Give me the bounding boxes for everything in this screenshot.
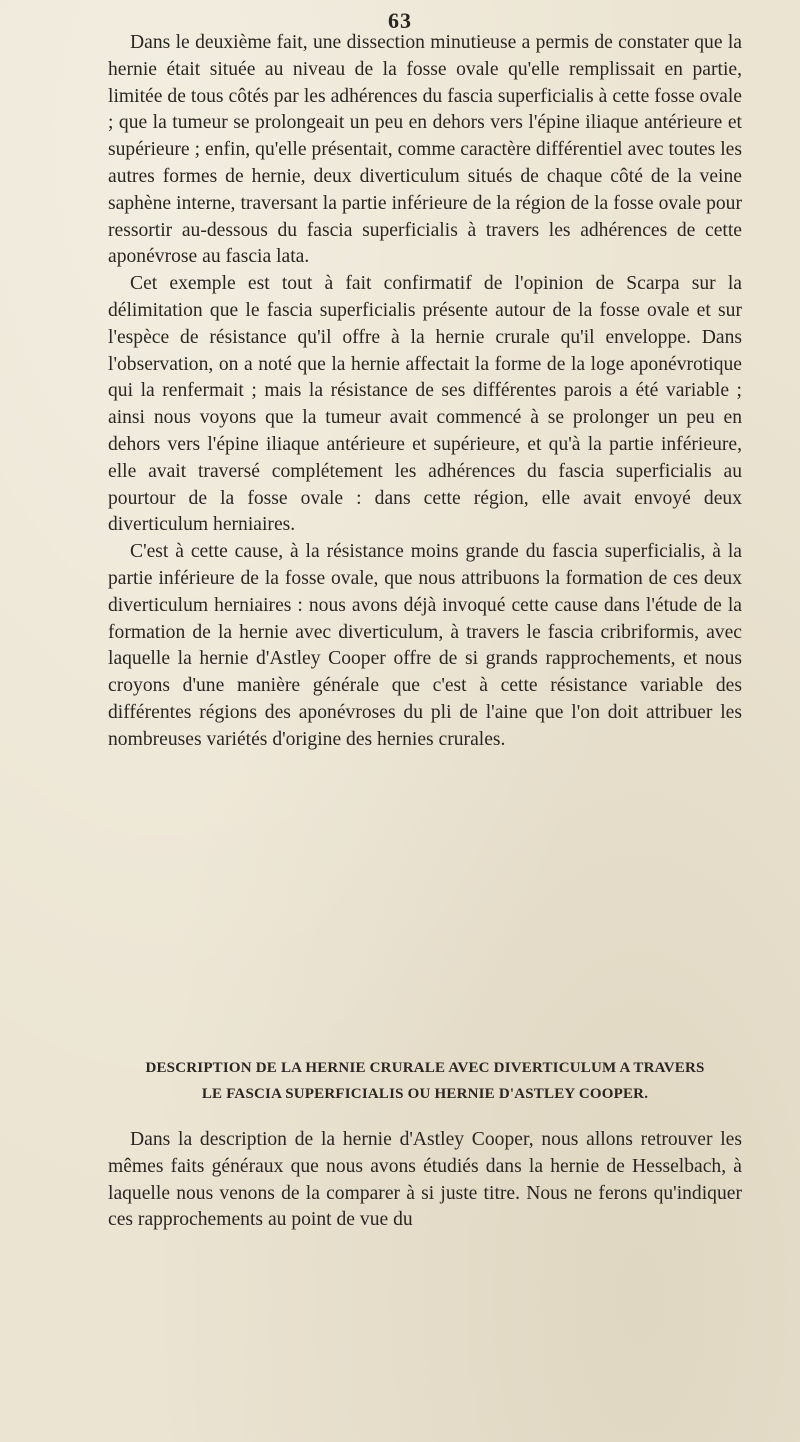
section-heading-line-1: DESCRIPTION DE LA HERNIE CRURALE AVEC DIVERTICULUM A TRAVERS [145,1060,705,1076]
body-text [108,30,742,754]
paragraph-scarpa: Cet exemple est tout à fait confirmatif de l'opinion de Scarpa sur la délimitation que le fascia superficialis présente autour de la fosse ovale et sur l'espèce de résistance qu'il offre à la hernie crurale qu'il enveloppe. Dans l'observation, on a noté que la hernie affectait la forme de la loge aponévrotique qui la renfermait ; mais la résistance de ses différentes parois a été variable ; ainsi nous voyons que la tumeur avait commencé à se prolonger un peu en dehors vers l'épine iliaque antérieure et supérieure, et qu'à la partie inférieure, elle avait traversé complétement les adhérences du fascia superficialis au pourtour de la fosse ovale : dans cette région, elle avait envoyé deux diverticulum herniaires. [108,273,742,536]
section-heading [108,1055,742,1107]
paragraph-dissection: Dans le deuxième fait, une dissection minutieuse a permis de constater que la hernie était située au niveau de la fosse ovale qu'elle remplissait en partie, limitée de tous côtés par les adhérences du fascia superficialis à cette fosse ovale ; que la tumeur se prolongeait un peu en dehors vers l'épine iliaque antérieure et supérieure ; enfin, qu'elle présentait, comme caractère différentiel avec toutes les autres formes de hernie, deux diverticulum situés de chaque côté de la veine saphène interne, traversant la partie inférieure de la région de la fosse ovale pour ressortir au-dessous du fascia superficialis à travers les adhérences de cette aponévrose au fascia lata. [108,32,742,268]
page-number: 63 [388,8,412,33]
closing-text [108,1127,742,1234]
section-heading-line-2: LE FASCIA SUPERFICIALIS OU HERNIE D'ASTLEY COOPER. [201,1086,649,1102]
paragraph-cause: C'est à cette cause, à la résistance moins grande du fascia superficialis, à la partie inférieure de la fosse ovale, que nous attribuons la formation de ces deux diverticulum herniaires : nous avons déjà invoqué cette cause dans l'étude de la formation de la hernie avec diverticulum, à travers le fascia cribriformis, avec laquelle la hernie d'Astley Cooper offre de si grands rapprochements, et nous croyons d'une manière générale que c'est à cette résistance variable des différentes régions des aponévroses du pli de l'aine que l'on doit attribuer les nombreuses variétés d'origine des hernies crurales. [108,541,742,750]
paragraph-astley-cooper: Dans la description de la hernie d'Astley Cooper, nous allons retrouver les mêmes faits généraux que nous avons étudiés dans la hernie de Hesselbach, à laquelle nous venons de la comparer à si juste titre. Nous ne ferons qu'indiquer ces rapprochements au point de vue du [108,1129,742,1231]
